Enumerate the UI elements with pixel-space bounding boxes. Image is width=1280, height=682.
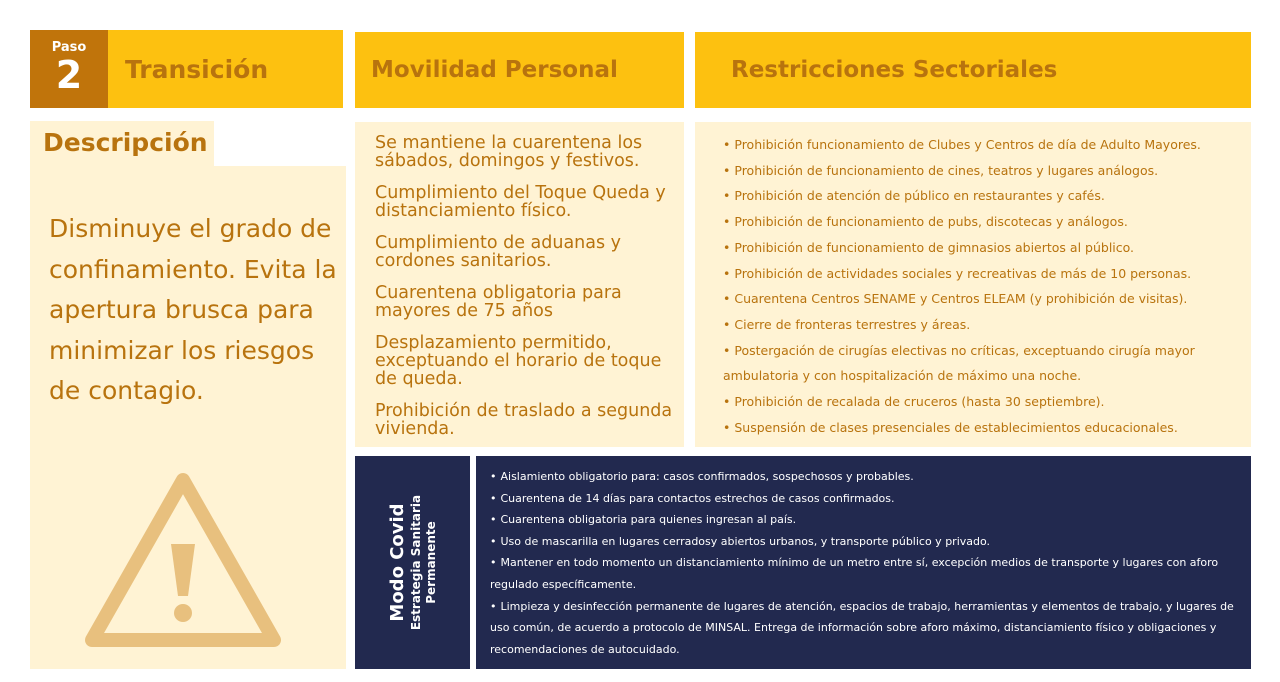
bullet: • [490, 599, 497, 613]
bullet: • [490, 491, 497, 505]
list-item-text: Prohibición de funcionamiento de cines, teatros y lugares análogos. [734, 162, 1159, 178]
list-item [723, 312, 1223, 338]
bullet: • [490, 470, 497, 483]
bullet: • [490, 534, 497, 548]
list-item: Cumplimiento del Toque Queda y distanciamiento físico. [375, 183, 666, 221]
step-label: Paso [51, 40, 87, 55]
bullet: • [723, 316, 731, 332]
list-item [490, 596, 1240, 661]
warning-triangle-icon [84, 470, 282, 648]
list-item-text: Prohibición de recalada de cruceros (hasta 30 septiembre). [734, 394, 1105, 410]
list-item-text: Limpieza y desinfección permanente de lugares de atención, espacios de trabajo, herramientas y elementos de trabajo, y lugares de uso común, de acuerdo a protocolo de MINSAL. Entrega de información sobre aforo máximo, distanciamiento físico y obligaciones y recomendaciones de autocuidado. [490, 599, 1234, 656]
list-item-text: Uso de mascarilla en lugares cerradosy abiertos urbanos, y transporte público y privado. [500, 534, 991, 548]
list-item [723, 286, 1223, 312]
list-item-text: Prohibición de funcionamiento de gimnasios abiertos al público. [734, 239, 1135, 255]
list-item: Desplazamiento permitido, exceptuando el horario de toque de queda. [375, 333, 662, 389]
movilidad-list [375, 134, 677, 452]
list-item: Se mantiene la cuarentena los sábados, domingos y festivos. [375, 133, 643, 171]
bullet: • [490, 513, 497, 527]
bullet: • [723, 291, 731, 307]
list-item-text: Aislamiento obligatorio para: casos confirmados, sospechosos y probables. [500, 470, 914, 483]
modo-covid-panel [476, 456, 1251, 669]
bullet: • [490, 556, 497, 570]
list-item [723, 132, 1223, 158]
list-item [723, 261, 1223, 287]
restricciones-header: Restricciones Sectoriales [695, 32, 1251, 108]
list-item-text: Prohibición de actividades sociales y recreativas de más de 10 personas. [734, 265, 1192, 281]
bullet: • [723, 137, 731, 152]
list-item-text: Prohibición de atención de público en restaurantes y cafés. [734, 188, 1105, 204]
modo-covid-vertical-text [355, 456, 470, 669]
list-item-text: Mantener en todo momento un distanciamiento mínimo de un metro entre sí, excepción medios de transporte y lugares con aforo regulado específicamente. [490, 556, 1219, 591]
restricciones-list [723, 132, 1223, 440]
bullet: • [723, 162, 731, 178]
modo-covid-label [355, 456, 470, 669]
list-item: Cuarentena obligatoria para mayores de 75 años [375, 283, 622, 321]
list-item [723, 235, 1223, 261]
list-item [723, 209, 1223, 235]
movilidad-header: Movilidad Personal [355, 32, 684, 108]
list-item [490, 466, 1240, 488]
step-number: 2 [55, 53, 83, 97]
list-item-text: Cuarentena de 14 días para contactos estrechos de casos confirmados. [500, 491, 895, 505]
step-title: Transición [108, 30, 343, 108]
list-item: Prohibición de traslado a segunda vivienda. [375, 401, 673, 439]
list-item-text: Prohibición de funcionamiento de pubs, discotecas y análogos. [734, 214, 1128, 230]
bullet: • [723, 214, 731, 230]
bullet: • [723, 239, 731, 255]
list-item-text: Cuarentena Centros SENAME y Centros ELEAM (y prohibición de visitas). [734, 291, 1188, 307]
list-item [490, 531, 1240, 553]
list-item [723, 338, 1223, 389]
restricciones-panel [695, 122, 1251, 447]
list-item [490, 552, 1240, 595]
list-item-text: Postergación de cirugías electivas no críticas, exceptuando cirugía mayor ambulatoria y con hospitalización de máximo una noche. [723, 342, 1195, 384]
list-item [723, 158, 1223, 184]
list-item-text: Cierre de fronteras terrestres y áreas. [734, 316, 971, 332]
movilidad-panel [355, 122, 684, 447]
bullet: • [723, 188, 731, 204]
bullet: • [723, 265, 731, 281]
list-item [490, 509, 1240, 531]
list-item [723, 389, 1223, 415]
modo-covid-subtitle-1: Estrategia Sanitaria [408, 494, 423, 631]
list-item [723, 415, 1223, 441]
modo-covid-subtitle-2: Permanente [423, 521, 438, 604]
bullet: • [723, 394, 731, 410]
step-badge [30, 30, 108, 108]
bullet: • [723, 419, 731, 435]
list-item-text: Suspensión de clases presenciales de establecimientos educacionales. [734, 419, 1178, 435]
modo-covid-list [490, 466, 1240, 660]
list-item-text: Cuarentena obligatoria para quienes ingresan al país. [500, 513, 797, 527]
description-title: Descripción [43, 128, 208, 157]
list-item: Cumplimiento de aduanas y cordones sanitarios. [375, 233, 622, 271]
list-item [490, 488, 1240, 510]
list-item [723, 183, 1223, 209]
list-item-text: Prohibición funcionamiento de Clubes y Centros de día de Adulto Mayores. [734, 137, 1201, 152]
bullet: • [723, 342, 731, 358]
description-text: Disminuye el grado de confinamiento. Evita la apertura brusca para minimizar los riesgos de contagio. [49, 214, 337, 405]
modo-covid-title: Modo Covid [386, 503, 408, 622]
